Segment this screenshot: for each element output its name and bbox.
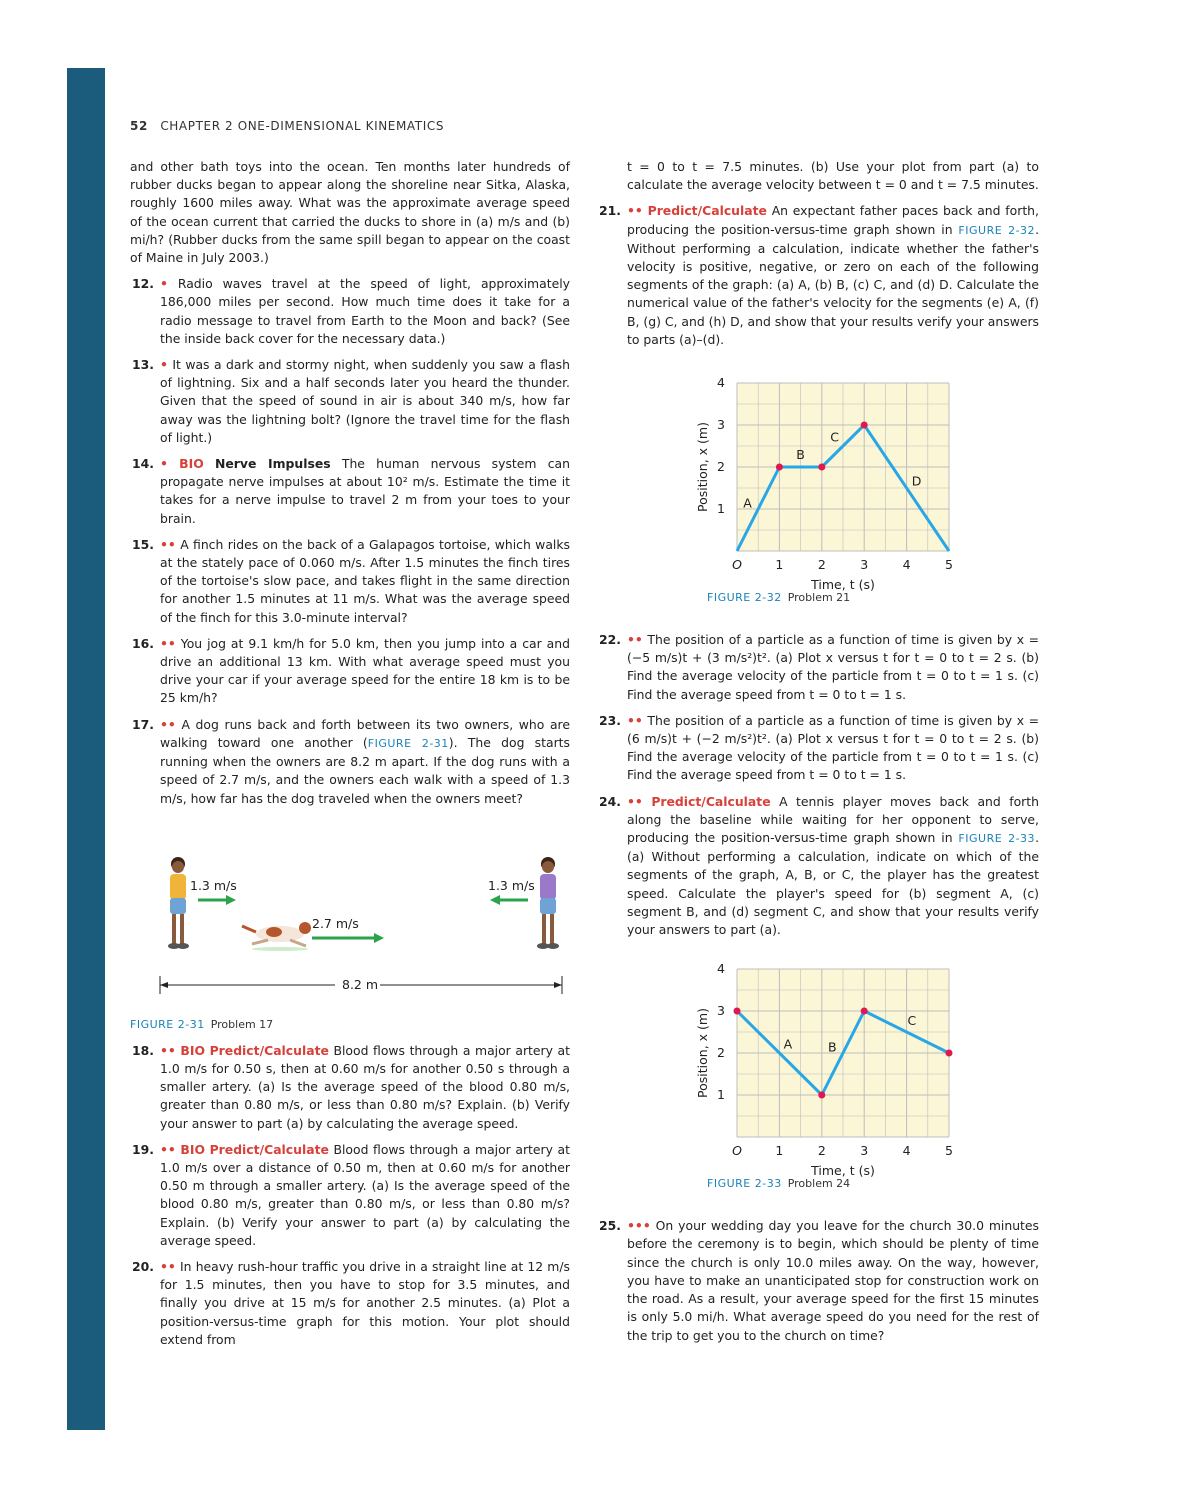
y-tick-label: 1 [717, 1087, 725, 1103]
difficulty-dots: •• [627, 712, 643, 728]
difficulty-dots: •• [627, 793, 643, 809]
problem-18 [130, 1042, 570, 1133]
dog-velocity-arrow [312, 933, 384, 943]
problem-number: 15. [132, 536, 154, 552]
bio-tag: BIO [179, 456, 204, 472]
left-speed-label: 1.3 m/s [190, 877, 237, 893]
chapter-title: CHAPTER 2 ONE-DIMENSIONAL KINEMATICS [160, 119, 445, 133]
problem-number: 13. [132, 357, 154, 373]
problem-21 [597, 202, 1039, 349]
x-tick-label: 1 [775, 1143, 784, 1159]
problem-body [627, 1217, 1039, 1344]
problem-body [160, 1042, 570, 1133]
x-tick-label: 2 [817, 1143, 826, 1159]
x-tick-label: O [732, 1143, 742, 1159]
figure-caption-text: Problem 24 [787, 1177, 851, 1191]
problem-body [160, 635, 570, 708]
difficulty-dots: • [160, 456, 168, 472]
difficulty-dots: •• [160, 635, 176, 651]
segment-label: B [827, 1039, 837, 1055]
figure-label: FIGURE 2-32 [707, 591, 782, 605]
figure-2-33 [597, 955, 1039, 1205]
x-tick-label: 5 [945, 1143, 953, 1159]
problem-keyword: Nerve Impulses [215, 456, 331, 472]
left-velocity-arrow [198, 895, 236, 905]
problem-body [627, 202, 1039, 349]
problem-17 [130, 716, 570, 808]
data-point-marker [861, 422, 868, 429]
figure-caption-text: Problem 17 [210, 1017, 274, 1031]
figure-2-32-chart [597, 369, 1037, 599]
bio-tag: BIO [180, 1141, 206, 1157]
figure-2-31 [130, 852, 570, 1032]
segment-label: A [783, 1036, 793, 1052]
data-point-marker [776, 464, 783, 471]
data-point-marker [818, 1092, 825, 1099]
segment-label: B [796, 447, 805, 463]
problem-text: ). The dog starts running when the owners are 8.2 m apart. If the dog runs with a speed of 2.7 m/s, and the owners each walk with a speed of 1.3 m/s, how far has the dog traveled when the owners meet? [160, 734, 570, 806]
problem-number: 17. [132, 716, 154, 732]
figure-label: FIGURE 2-33 [707, 1177, 782, 1191]
segment-label: C [907, 1013, 917, 1029]
problem-body [160, 716, 570, 808]
figure-reference-link[interactable]: FIGURE 2-31 [367, 736, 449, 750]
data-point-marker [734, 1008, 741, 1015]
problem-text: An expectant father paces back and forth, producing the position-versus-time graph shown in [627, 203, 1039, 237]
problem-text: It was a dark and stormy night, when suddenly you saw a flash of lightning. Six and a half seconds later you heard the thunder. Given that the speed of sound in air is about 340 m/s, how far away was the lightning bolt? (Ignore the travel time for the flash of light.) [160, 357, 570, 445]
right-column [597, 158, 1039, 1353]
problem-23 [597, 712, 1039, 785]
y-tick-label: 4 [717, 961, 725, 977]
figure-label: FIGURE 2-31 [130, 1017, 205, 1031]
problem-number: 20. [132, 1258, 154, 1274]
running-dog-figure [242, 922, 311, 951]
difficulty-dots: •• [627, 203, 643, 219]
x-tick-label: 2 [817, 557, 826, 573]
problem-text: A dog runs back and forth between its two owners, who are walking toward one another ( [160, 716, 570, 750]
problem-body [160, 455, 570, 528]
figure-2-33-caption [707, 1175, 850, 1193]
y-tick-label: 3 [717, 417, 725, 433]
dog-speed-label: 2.7 m/s [312, 915, 359, 931]
problem-number: 21. [599, 203, 621, 219]
problem-body [160, 275, 570, 348]
problem-text: Radio waves travel at the speed of light, approximately 186,000 miles per second. How much time does it take for a radio message to travel from Earth to the Moon and back? (See the inside back cover for the necessary data.) [160, 276, 570, 346]
continued-paragraph: t = 0 to t = 7.5 minutes. (b) Use your plot from part (a) to calculate the average velocity between t = 0 and t = 7.5 minutes. [627, 159, 1039, 193]
data-point-marker [861, 1008, 868, 1015]
figure-reference-link[interactable]: FIGURE 2-32 [958, 223, 1036, 237]
predict-calculate-tag: Predict/Calculate [647, 203, 767, 219]
problem-12 [130, 275, 570, 348]
x-tick-label: 3 [860, 557, 869, 573]
figure-2-33-chart [597, 955, 1037, 1185]
data-point-marker [946, 1050, 953, 1057]
problem-text: Blood flows through a major artery at 1.0 m/s over a distance of 0.50 m, then at 0.60 m/s for another 0.50 m through a smaller artery. (a) Is the average speed of the blood 0.80 m/s, greater than 0.80 m/s, or less than 0.80 m/s? Explain. (b) Verify your answer to part (a) by calculating the average speed. [160, 1141, 570, 1248]
right-owner-figure [537, 857, 559, 949]
problem-text: Blood flows through a major artery at 1.0 m/s for 0.50 s, then at 0.60 m/s for another 0.50 s through a smaller artery. (a) Is the average speed of the blood 0.80 m/s, greater than 0.80 m/s, or less than 0.80 m/s? Explain. (b) Verify your answer to part (a) by calculating the average speed. [160, 1042, 570, 1131]
problem-text: A finch rides on the back of a Galapagos tortoise, which walks at the stately pace of 0.060 m/s. After 1.5 minutes the finch tires of the tortoise's slow pace, and takes flight in the same direction for another 1.5 minutes at 11 m/s. What was the average speed of the finch for this 3.0-minute interval? [160, 536, 570, 625]
x-tick-label: 4 [902, 1143, 911, 1159]
problem-number: 14. [132, 456, 154, 472]
problem-body [627, 631, 1039, 704]
problem-number: 18. [132, 1042, 154, 1058]
problem-text: The human nervous system can propagate nerve impulses at about 10² m/s. Estimate the time it takes for a nerve impulse to travel 2 m from your toes to your brain. [160, 456, 570, 526]
problem-text: A tennis player moves back and forth along the baseline while waiting for her opponent to serve, producing the position-versus-time graph shown in [627, 793, 1039, 846]
x-tick-label: O [732, 557, 742, 573]
problem-number: 16. [132, 635, 154, 651]
problem-number: 12. [132, 276, 154, 292]
problem-number: 19. [132, 1141, 154, 1157]
difficulty-dots: •• [160, 1258, 176, 1274]
figure-reference-link[interactable]: FIGURE 2-33 [958, 832, 1036, 846]
difficulty-dots: •• [160, 1042, 176, 1058]
segment-label: C [830, 429, 839, 445]
figure-2-32 [597, 369, 1039, 619]
segment-label: D [911, 473, 922, 489]
problem-number: 25. [599, 1218, 621, 1234]
problem-25 [597, 1217, 1039, 1344]
figure-caption-text: Problem 21 [787, 591, 851, 605]
difficulty-dots: •• [160, 716, 176, 732]
x-tick-label: 3 [860, 1143, 869, 1159]
difficulty-dots: •• [160, 1141, 176, 1157]
figure-2-31-caption [130, 1016, 273, 1034]
predict-calculate-tag: Predict/Calculate [209, 1141, 329, 1157]
difficulty-dots: • [160, 276, 168, 292]
distance-label: 8.2 m [342, 976, 379, 992]
predict-calculate-tag: Predict/Calculate [651, 793, 771, 809]
problem-text: The position of a particle as a function of time is given by x = (6 m/s)t + (−2 m/s²)t². (a) Plot x versus t for t = 0 to t = 2 s. (b) Find the average velocity of the particle from t = 0 to t = 1 s. (c) Find the average speed from t = 0 to t = 1 s. [627, 712, 1039, 783]
right-speed-label: 1.3 m/s [488, 877, 535, 893]
problem-number: 24. [599, 793, 621, 809]
problem-20 [130, 1258, 570, 1349]
y-tick-label: 4 [717, 375, 725, 391]
figure-2-32-caption [707, 589, 850, 607]
y-tick-label: 2 [717, 1045, 725, 1061]
problem-body [160, 536, 570, 627]
page-number: 52 [130, 119, 148, 133]
problem-body [160, 356, 570, 447]
y-tick-label: 2 [717, 459, 725, 475]
problem-number: 22. [599, 632, 621, 648]
problem-text: . (a) Without performing a calculation, indicate on which of the segments of the graph, A, B, or C, the player has the greatest speed. Calculate the player's speed for (b) segment A, (c) segment B, and (d) segment C, and show that your results verify your answers to part (a). [627, 830, 1040, 938]
right-velocity-arrow [490, 895, 528, 905]
problem-number: 23. [599, 712, 621, 728]
problem-body [627, 712, 1039, 785]
problem-text: On your wedding day you leave for the church 30.0 minutes before the ceremony is to begin, which should be plenty of time since the church is only 10.0 miles away. On the way, however, you have to make an unanticipated stop for construction work on the road. As a result, your average speed for the first 15 minutes is only 5.0 mi/h. What average speed do you need for the rest of the trip to get you to the church on time? [627, 1218, 1039, 1343]
problem-19 [130, 1141, 570, 1250]
chapter-sidebar-bar [67, 68, 105, 1430]
predict-calculate-tag: Predict/Calculate [209, 1042, 329, 1058]
problem-24 [597, 793, 1039, 940]
difficulty-dots: • [160, 357, 168, 373]
y-axis-label: Position, x (m) [695, 1008, 710, 1099]
segment-label: A [743, 495, 752, 511]
problem-22 [597, 631, 1039, 704]
y-tick-label: 3 [717, 1003, 725, 1019]
problem-body [160, 1258, 570, 1349]
problem-14 [130, 455, 570, 528]
x-tick-label: 1 [775, 557, 784, 573]
y-axis-label: Position, x (m) [695, 422, 710, 512]
problem-13 [130, 356, 570, 447]
problem-body [627, 793, 1039, 940]
problem-body [160, 1141, 570, 1250]
difficulty-dots: •• [627, 632, 643, 648]
bio-tag: BIO [180, 1042, 206, 1058]
difficulty-dots: ••• [627, 1218, 651, 1234]
difficulty-dots: •• [160, 536, 176, 552]
page-header [130, 119, 444, 133]
problem-text: You jog at 9.1 km/h for 5.0 km, then you jump into a car and drive an additional 13 km. With what average speed must you drive your car if your average speed for the entire 18 km is to be 25 km/h? [160, 635, 570, 706]
left-owner-figure [168, 857, 189, 949]
problem-text: The position of a particle as a function of time is given by x = (−5 m/s)t + (3 m/s²)t². (a) Plot x versus t for t = 0 to t = 2 s. (b) Find the average velocity of the particle from t = 0 to t = 1 s. (c) Find the average speed from t = 0 to t = 1 s. [627, 632, 1039, 702]
continued-paragraph: and other bath toys into the ocean. Ten months later hundreds of rubber ducks began to appear along the shoreline near Sitka, Alaska, roughly 1600 miles away. What was the approximate average speed of the ocean current that carried the ducks to shore in (a) m/s and (b) mi/h? (Rubber ducks from the same spill began to appear on the coast of Maine in July 2003.) [130, 159, 570, 266]
problem-text: . Without performing a calculation, indicate whether the father's velocity is positive, negative, or zero on each of the following segments of the graph: (a) A, (b) B, (c) C, and (d) D. Calculate the numerical value of the father's velocity for the segments (e) A, (f) B, (g) C, and (h) D, and show that your results verify your answers to parts (a)–(d). [627, 221, 1040, 347]
problem-text: In heavy rush-hour traffic you drive in a straight line at 12 m/s for 1.5 minutes, then you have to stop for 3.5 minutes, and finally you drive at 15 m/s for another 2.5 minutes. (a) Plot a position-versus-time graph for this motion. Your plot should extend from [160, 1258, 570, 1347]
problem-15 [130, 536, 570, 627]
x-tick-label: 4 [902, 557, 911, 573]
x-tick-label: 5 [945, 557, 953, 573]
figure-2-31-illustration [130, 852, 570, 1012]
problem-16 [130, 635, 570, 708]
x-axis-label: Time, t (s) [811, 577, 875, 593]
left-column [130, 158, 570, 1357]
data-point-marker [818, 464, 825, 471]
x-axis-label: Time, t (s) [811, 1163, 875, 1179]
y-tick-label: 1 [717, 501, 725, 517]
